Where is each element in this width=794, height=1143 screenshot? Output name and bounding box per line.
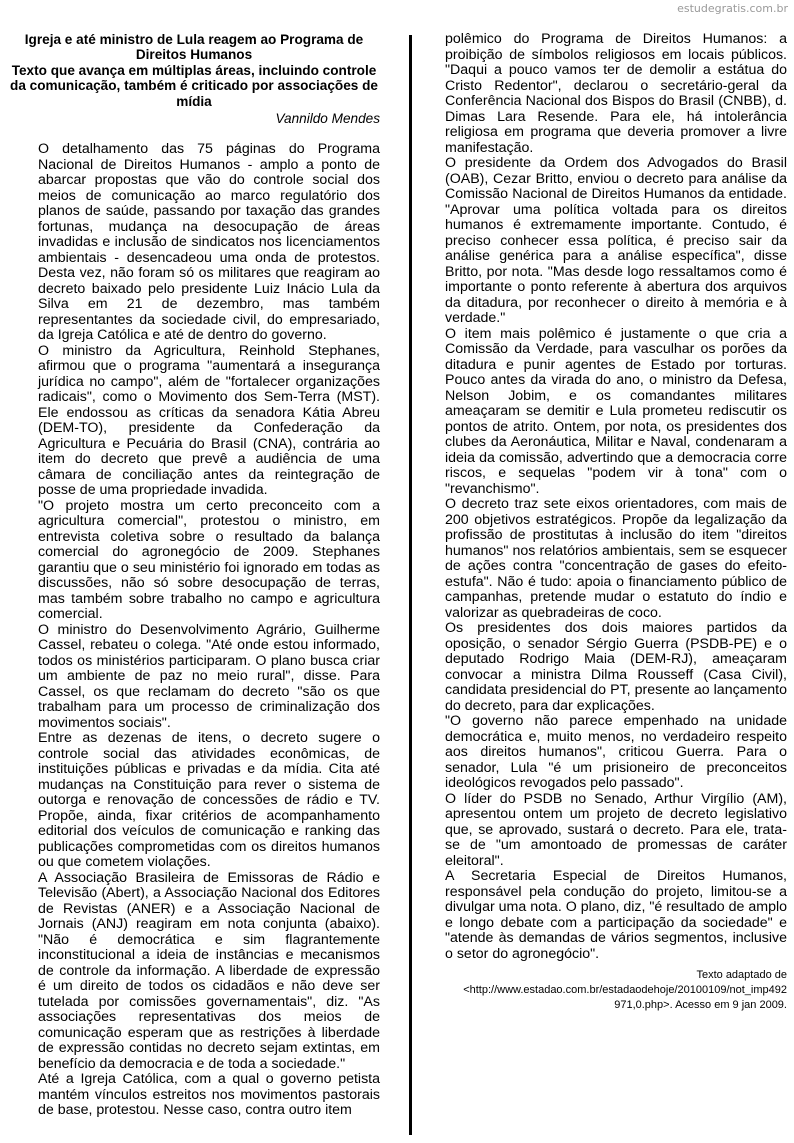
article-headline xyxy=(8,32,380,109)
source-line: Texto adaptado de xyxy=(696,969,787,981)
headline-subtitle: Texto que avança em múltiplas áreas, incluindo controle da comunicação, também é criticado por associações de mídia xyxy=(10,62,378,109)
paragraph: "O governo não parece empenhado na unidade democrática e, muito menos, no verdadeiro respeito aos direitos humanos", criticou Guerra. Para o senador, Lula "é um prisioneiro de preconceitos ideológicos revogados pelo passado". xyxy=(445,713,787,791)
paragraph: O detalhamento das 75 páginas do Programa Nacional de Direitos Humanos - amplo a ponto de abarcar propostas que vão do controle social dos meios de comunicação ao marco regulatório dos planos de saúde, passando por taxação das grandes fortunas, mudança na desocupação de áreas invadidas e inclusão de sindicatos nos licenciamentos ambientais - desencadeou uma onda de protestos. Desta vez, não foram só os militares que reagiram ao decreto baixado pelo presidente Luiz Inácio Lula da Silva em 21 de dezembro, mas também representantes da sociedade civil, do empresariado, da Igreja Católica e até de dentro do governo. xyxy=(38,141,380,343)
paragraph: Até a Igreja Católica, com a qual o governo petista mantém vínculos estreitos nos movimentos pastorais de base, protestou. Nesse caso, contra outro item xyxy=(38,1071,380,1118)
left-column xyxy=(38,142,380,1119)
paragraph: polêmico do Programa de Direitos Humanos: a proibição de símbolos religiosos em locais públicos. "Daqui a pouco vamos ter de demolir a estátua do Cristo Redentor", declarou o secretário-geral da Conferência Nacional dos Bispos do Brasil (CNBB), d. Dimas Lara Resende. Para ele, há intolerância religiosa em programa que deveria promover a livre manifestação. xyxy=(445,31,787,156)
paragraph: O presidente da Ordem dos Advogados do Brasil (OAB), Cezar Britto, enviou o decreto para análise da Comissão Nacional de Direitos Humanos da entidade. "Aprovar uma política voltada para os direitos humanos é extremamente importante. Contudo, é preciso conhecer essa política, é preciso sair da análise genérica para a análise específica", disse Britto, por nota. "Mas desde logo ressaltamos como é importante o ponto referente à abertura dos arquivos da ditadura, por reconhecer o direito à memória e à verdade." xyxy=(445,155,787,326)
headline-title: Igreja e até ministro de Lula reagem ao Programa de Direitos Humanos xyxy=(24,32,364,63)
paragraph: O líder do PSDB no Senado, Arthur Virgílio (AM), apresentou ontem um projeto de decreto legislativo que, se aprovado, sustará o decreto. Para ele, trata-se de "um amontoado de promessas de caráter eleitoral". xyxy=(445,790,787,869)
paragraph: O decreto traz sete eixos orientadores, com mais de 200 objetivos estratégicos. Propõe da legalização da profissão de prostitutas à inclusão do item "direitos humanos" nos relatórios ambientais, sem se esquecer de ações contra "concentração de gases do efeito-estufa". Não é tudo: apoia o financiamento público de campanhas, pretende mudar o estatuto do índio e valorizar as quebradeiras de coco. xyxy=(445,496,787,621)
right-column xyxy=(445,32,787,1013)
column-divider xyxy=(409,35,412,1135)
paragraph: Entre as dezenas de itens, o decreto sugere o controle social das atividades econômicas, de instituições públicas e privadas e da mídia. Cita até mudanças na Constituição para rever o sistema de outorga e renovação de concessões de rádio e TV. Propõe, ainda, fixar critérios de acompanhamento editorial dos veículos de comunicação e ranking das publicações comprometidas com os direitos humanos ou que cometem violações. xyxy=(38,730,380,870)
paragraph: O item mais polêmico é justamente o que cria a Comissão da Verdade, para vasculhar os porões da ditadura e punir agentes de Estado por torturas. Pouco antes da virada do ano, o ministro da Defesa, Nelson Jobim, e os comandantes militares ameaçaram se demitir e Lula prometeu rediscutir os pontos de atrito. Ontem, por nota, os presidentes dos clubes da Aeronáutica, Militar e Naval, condenaram a ideia da comissão, advertindo que a democracia corre riscos, e sequelas "podem vir à tona" com o "revanchismo". xyxy=(445,325,787,497)
watermark: estudegratis.com.br xyxy=(677,2,788,15)
source-url: <http://www.estadao.com.br/estadaodehoje/20100109/not_imp492 xyxy=(463,984,787,996)
paragraph: A Associação Brasileira de Emissoras de Rádio e Televisão (Abert), a Associação Nacional dos Editores de Revistas (ANER) e a Associação Nacional de Jornais (ANJ) reagiram em nota conjunta (abaixo). "Não é democrática e sim flagrantemente inconstitucional a ideia de instâncias e mecanismos de controle da informação. A liberdade de expressão é um direito de todos os cidadãos e não deve ser tutelada por comissões governamentais", diz. "As associações representativas dos meios de comunicação esperam que as restrições à liberdade de expressão contidas no decreto sejam extintas, em benefício da democracia e de toda a sociedade." xyxy=(38,869,380,1072)
paragraph: O ministro do Desenvolvimento Agrário, Guilherme Cassel, rebateu o colega. "Até onde estou informado, todos os ministérios participaram. O plano busca criar um ambiente de paz no meio rural", disse. Para Cassel, os que reclamam do decreto "são os que trabalham para um processo de criminalização dos movimentos sociais". xyxy=(38,621,380,731)
source-line: 971,0.php>. Acesso em 9 jan 2009. xyxy=(614,999,787,1011)
paragraph: "O projeto mostra um certo preconceito com a agricultura comercial", protestou o ministro, em entrevista coletiva sobre o resultado da balança comercial do agronegócio de 2009. Stephanes garantiu que o seu ministério foi ignorado em todas as discussões, não só sobre desocupação de terras, mas também sobre trabalho no campo e agricultura comercial. xyxy=(38,497,380,622)
paragraph: A Secretaria Especial de Direitos Humanos, responsável pela condução do projeto, limitou-se a divulgar uma nota. O plano, diz, "é resultado de amplo e longo debate com a participação da sociedade" e "atende às demandas de vários segmentos, inclusive o setor do agronegócio". xyxy=(445,868,787,962)
paragraph: O ministro da Agricultura, Reinhold Stephanes, afirmou que o programa "aumentará a insegurança jurídica no campo", além de "fortalecer organizações radicais", como o Movimento dos Sem-Terra (MST). Ele endossou as críticas da senadora Kátia Abreu (DEM-TO), presidente da Confederação da Agricultura e Pecuária do Brasil (CNA), contrária ao item do decreto que prevê a audiência de uma câmara de conciliação antes da reintegração de posse de uma propriedade invadida. xyxy=(38,342,380,498)
author-byline: Vannildo Mendes xyxy=(275,111,380,126)
paragraph: Os presidentes dos dois maiores partidos da oposição, o senador Sérgio Guerra (PSDB-PE) e o deputado Rodrigo Maia (DEM-RJ), ameaçaram convocar a ministra Dilma Rousseff (Casa Civil), candidata presidencial do PT, presente ao lançamento do decreto, para dar explicações. xyxy=(445,620,787,714)
source-citation xyxy=(445,968,787,1013)
